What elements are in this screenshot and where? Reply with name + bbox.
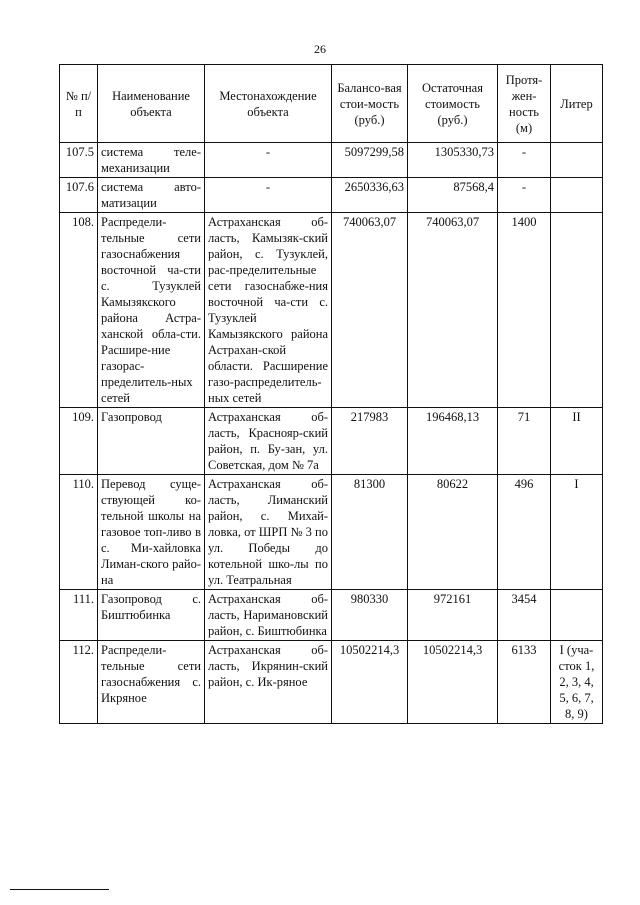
row-name: Перевод суще-ствующей ко-тельной школы на газовое топ-ливо в с. Ми-хайловка Лиман-ского райо-на bbox=[98, 475, 205, 590]
row-location: - bbox=[205, 143, 332, 178]
row-balance: 10502214,3 bbox=[332, 641, 408, 724]
row-residual: 196468,13 bbox=[408, 408, 498, 475]
row-name: Распредели-тельные сети газоснабжения восточной ча-сти с. Тузуклей Камызякского района Астра-ханской обла-сти. Расшире-ние газорас-пределитель-ных сетей bbox=[98, 213, 205, 408]
row-name: Газопровод с. Биштюбинка bbox=[98, 590, 205, 641]
row-residual: 87568,4 bbox=[408, 178, 498, 213]
row-num: 109. bbox=[60, 408, 98, 475]
header-location: Местонахождение объекта bbox=[205, 65, 332, 143]
row-length: 496 bbox=[498, 475, 551, 590]
row-residual: 10502214,3 bbox=[408, 641, 498, 724]
row-balance: 740063,07 bbox=[332, 213, 408, 408]
row-name: Газопровод bbox=[98, 408, 205, 475]
header-row bbox=[60, 65, 603, 143]
row-num: 111. bbox=[60, 590, 98, 641]
header-residual: Остаточная стоимость (руб.) bbox=[408, 65, 498, 143]
row-length: 1400 bbox=[498, 213, 551, 408]
table-row bbox=[60, 178, 603, 213]
property-register-table bbox=[59, 64, 603, 724]
row-length: 71 bbox=[498, 408, 551, 475]
row-length: - bbox=[498, 143, 551, 178]
row-liter bbox=[551, 178, 603, 213]
row-residual: 1305330,73 bbox=[408, 143, 498, 178]
row-location: Астраханская об-ласть, Камызяк-ский район, с. Тузуклей, рас-пределительные сети газоснабже-ния восточной ча-сти с. Тузуклей Камызякского района Астрахан-ской области. Расширение газо-распределитель-ных сетей bbox=[205, 213, 332, 408]
table-row bbox=[60, 641, 603, 724]
row-balance: 2650336,63 bbox=[332, 178, 408, 213]
header-balance: Балансо-вая стои-мость (руб.) bbox=[332, 65, 408, 143]
row-num: 108. bbox=[60, 213, 98, 408]
row-location: Астраханская об-ласть, Икрянин-ский район, с. Ик-ряное bbox=[205, 641, 332, 724]
row-length: 6133 bbox=[498, 641, 551, 724]
row-name: система теле-механизации bbox=[98, 143, 205, 178]
header-num: № п/п bbox=[60, 65, 98, 143]
row-length: 3454 bbox=[498, 590, 551, 641]
row-residual: 80622 bbox=[408, 475, 498, 590]
row-residual: 972161 bbox=[408, 590, 498, 641]
row-num: 110. bbox=[60, 475, 98, 590]
table-row bbox=[60, 143, 603, 178]
row-liter bbox=[551, 213, 603, 408]
row-location: Астраханская об-ласть, Наримановский район, с. Биштюбинка bbox=[205, 590, 332, 641]
footnote-separator bbox=[10, 889, 109, 890]
row-location: - bbox=[205, 178, 332, 213]
row-name: Распредели-тельные сети газоснабжения с. Икряное bbox=[98, 641, 205, 724]
row-balance: 217983 bbox=[332, 408, 408, 475]
row-liter: I bbox=[551, 475, 603, 590]
row-liter: I (уча-сток 1, 2, 3, 4, 5, 6, 7, 8, 9) bbox=[551, 641, 603, 724]
table-row bbox=[60, 590, 603, 641]
row-location: Астраханская об-ласть, Лиманский район, с. Михай-ловка, от ШРП № 3 по ул. Победы до котельной шко-лы по ул. Театральная bbox=[205, 475, 332, 590]
header-liter: Литер bbox=[551, 65, 603, 143]
row-length: - bbox=[498, 178, 551, 213]
row-num: 107.5 bbox=[60, 143, 98, 178]
row-num: 112. bbox=[60, 641, 98, 724]
table-row bbox=[60, 408, 603, 475]
row-num: 107.6 bbox=[60, 178, 98, 213]
header-name: Наименование объекта bbox=[98, 65, 205, 143]
row-balance: 5097299,58 bbox=[332, 143, 408, 178]
row-residual: 740063,07 bbox=[408, 213, 498, 408]
page-number: 26 bbox=[314, 42, 326, 56]
header-length: Протя-жен-ность (м) bbox=[498, 65, 551, 143]
row-balance: 980330 bbox=[332, 590, 408, 641]
row-liter: II bbox=[551, 408, 603, 475]
row-liter bbox=[551, 143, 603, 178]
table-row bbox=[60, 475, 603, 590]
row-location: Астраханская об-ласть, Краснояр-ский район, п. Бу-зан, ул. Советская, дом № 7а bbox=[205, 408, 332, 475]
table-row bbox=[60, 213, 603, 408]
row-liter bbox=[551, 590, 603, 641]
row-balance: 81300 bbox=[332, 475, 408, 590]
row-name: система авто-матизации bbox=[98, 178, 205, 213]
